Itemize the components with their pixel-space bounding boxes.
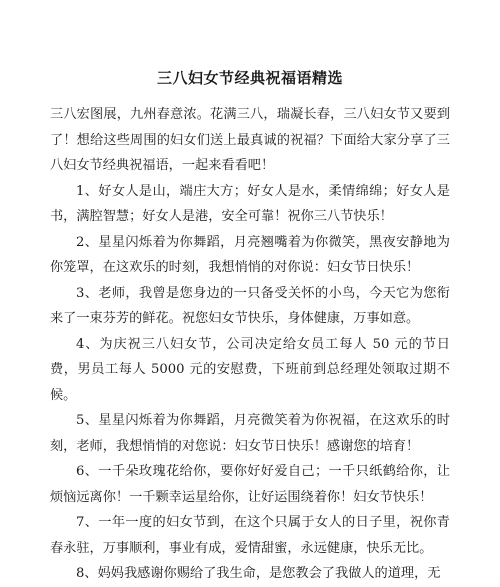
greeting-item-6: 6、一千朵玫瑰花给你，要你好好爱自己；一千只纸鹤给你，让烦恼远离你！一千颗幸运星给你，让好运围绕着你！妇女节快乐！: [50, 464, 450, 505]
greeting-item-2: 2、星星闪烁着为你舞蹈，月亮翘嘴着为你微笑，黑夜安静地为你笼罩，在这欢乐的时刻，我想悄悄的对你说：妇女节日快乐！: [50, 234, 450, 275]
greeting-item-4: 4、为庆祝三八妇女节，公司决定给女员工每人 50 元的节日费，男员工每人 5000 元的安慰费，下班前到总经理处领取过期不候。: [50, 336, 450, 403]
greeting-item-8: 8、妈妈我感谢你赐给了我生命，是您教会了我做人的道理，无: [76, 566, 441, 581]
document-title: 三八妇女节经典祝福语精选: [156, 69, 343, 87]
greeting-item-7: 7、一年一度的妇女节到，在这个只属于女人的日子里，祝你青春永驻，万事顺利，事业有成，爱情甜蜜，永远健康，快乐无比。: [50, 515, 450, 556]
greeting-item-5: 5、星星闪烁着为你舞蹈，月亮微笑着为你祝福，在这欢乐的时刻，老师，我想悄悄的对您说：妇女节日快乐！感谢您的培育！: [50, 413, 450, 454]
greeting-item-1: 1、好女人是山，端庄大方；好女人是水，柔情绵绵；好女人是书，满腔智慧；好女人是港，安全可靠！祝你三八节快乐！: [50, 183, 450, 224]
document-body: [50, 68, 450, 587]
greeting-item-3: 3、老师，我曾是您身边的一只备受关怀的小鸟，今天它为您衔来了一束芬芳的鲜花。祝您妇女节快乐，身体健康，万事如意。: [50, 285, 450, 326]
intro-paragraph: 三八宏图展，九州春意浓。花满三八，瑞凝长春，三八妇女节又要到了！想给这些周围的妇女们送上最真诚的祝福？下面给大家分享了三八妇女节经典祝福语，一起来看看吧！: [50, 107, 450, 173]
